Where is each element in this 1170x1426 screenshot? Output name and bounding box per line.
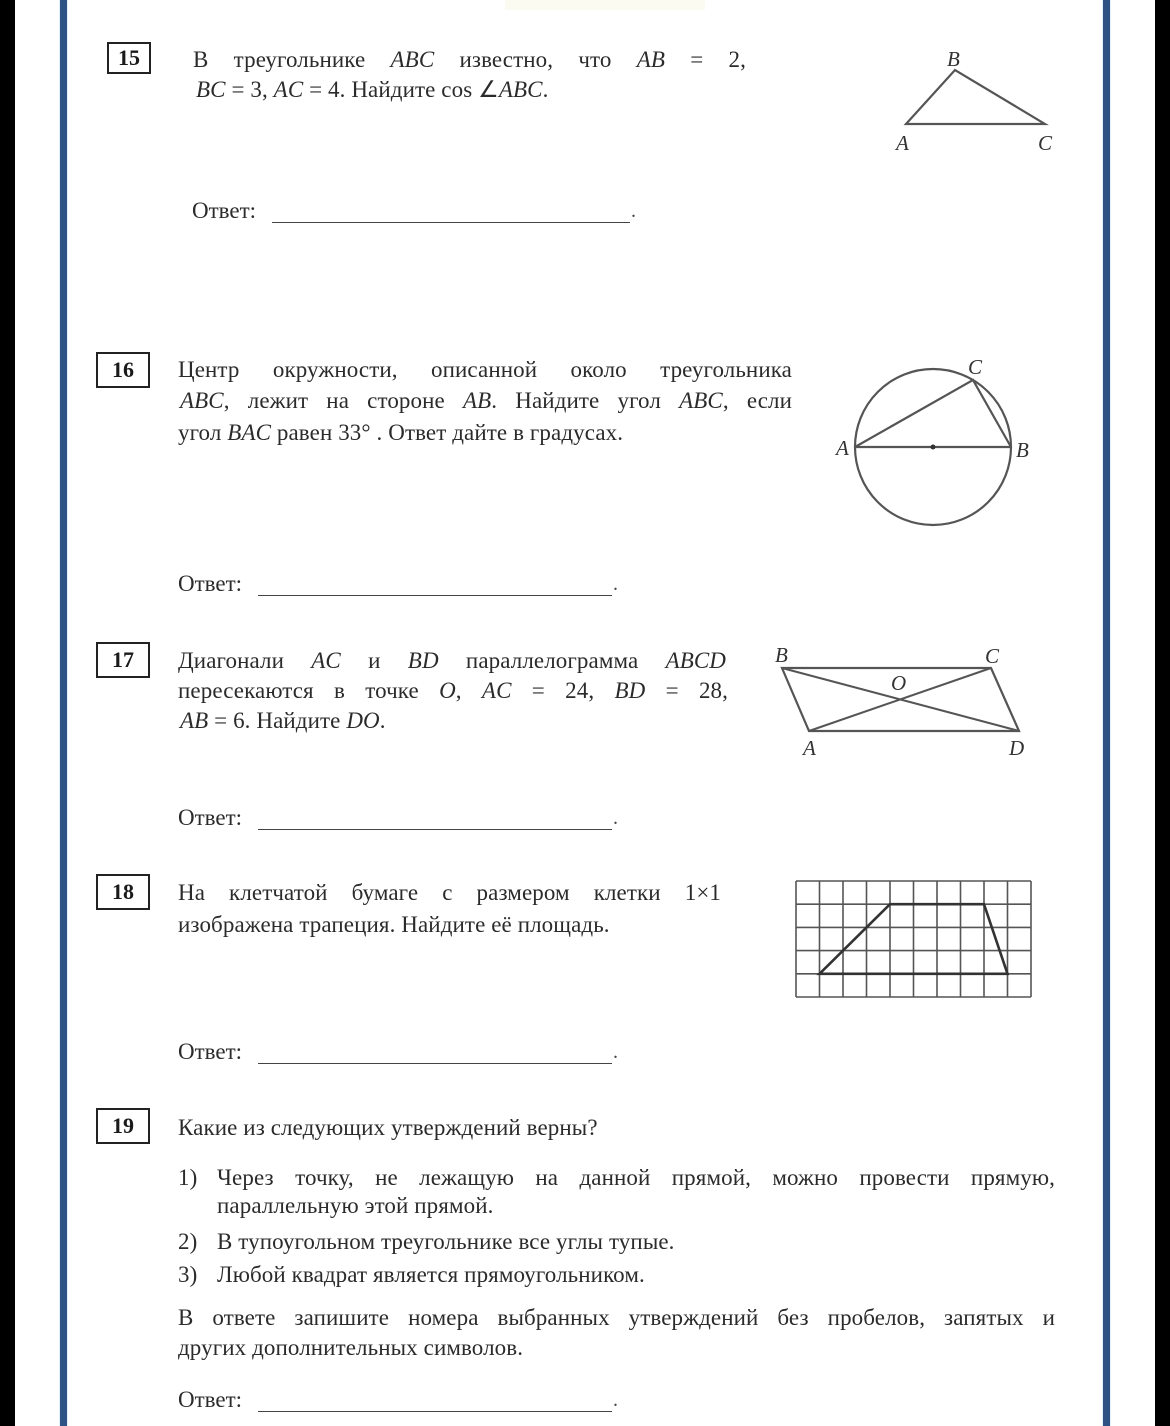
triangle-figure [880,40,1070,160]
label-a: A [803,736,816,760]
answer-label: Ответ: [178,571,243,596]
statement-text: Через точку, не лежащую на данной прямой, можно провести прямую, [217,1165,1055,1190]
text: = 2, [665,47,746,72]
question-text: Какие из следующих утверждений верны? [178,1115,598,1140]
text: , [455,678,482,703]
center-point [931,445,936,450]
math: AC [481,678,512,703]
task-number-box: 16 [96,352,150,388]
answer-field[interactable] [258,829,612,830]
answer-end: . [631,200,636,222]
task-text-line [178,418,623,448]
statement-number: 1) [178,1165,198,1190]
faded-header [505,0,705,10]
math: BC [196,77,226,102]
math: ABC [390,47,435,72]
label-a: A [896,131,909,155]
grid-figure [790,876,1040,1004]
text: . Найдите угол [491,388,680,413]
text: . [542,77,549,102]
task-text-line [178,646,726,676]
label-a: A [836,436,849,460]
parallelogram-figure [765,640,1045,765]
label-c: C [1038,131,1053,155]
statement-text: В тупоугольном треугольнике все углы тупые. [217,1229,675,1254]
task-text-line [193,45,746,75]
task-number-box: 17 [96,642,150,678]
statement-text: параллельную этой прямой. [217,1193,494,1218]
answer-field[interactable] [272,222,630,223]
text: , лежит на стороне [223,388,463,413]
math: ABC [180,388,224,413]
answer-field[interactable] [258,595,612,596]
math: AB [636,47,665,72]
text: = 24, [511,678,615,703]
label-d: D [1009,736,1025,760]
task-text-line [178,676,728,706]
task-text-line [180,386,792,416]
circle-figure [830,350,1050,535]
label-c: C [968,355,983,379]
instruction-text: других дополнительных символов. [178,1335,524,1360]
math: AB [180,708,209,733]
task-number-box: 18 [96,874,150,910]
answer-label: Ответ: [178,1039,243,1064]
label-b: B [947,47,960,71]
task-text-line: изображена трапеция. Найдите её площадь. [178,912,610,937]
text: известно, что [434,47,637,72]
answer-field[interactable] [258,1411,612,1412]
text: В треугольнике [193,47,391,72]
label-b: B [1016,438,1029,462]
statement-number: 3) [178,1262,198,1287]
text: = 3, [225,77,274,102]
task-text-line [196,75,548,105]
task-number-box: 15 [107,42,151,74]
math: AB [462,388,492,413]
text: . [379,708,386,733]
label-o: O [891,671,907,695]
text: параллелограмма [438,648,666,673]
text: , если [722,388,792,413]
text: угол [178,420,228,445]
answer-end: . [613,573,618,595]
task-text-line: Центр окружности, описанной около треугольника [178,357,792,382]
left-margin-line [60,0,67,1426]
statement-text: Любой квадрат является прямоугольником. [217,1262,645,1287]
answer-label: Ответ: [192,198,257,223]
text: = 28, [645,678,729,703]
text: Диагонали [178,648,312,673]
text: пересекаются в точке [178,678,440,703]
math: AC [273,77,304,102]
math: ABC [679,388,723,413]
math: BAC [227,420,272,445]
text: = 6. Найдите [208,708,347,733]
text: равен 33° . Ответ дайте в градусах. [271,420,624,445]
math: DO [346,708,380,733]
answer-end: . [613,1389,618,1411]
label-b: B [775,643,788,667]
text: и [340,648,408,673]
instruction-text: В ответе запишите номера выбранных утверждений без пробелов, запятых и [178,1305,1055,1330]
math: ABC [498,77,543,102]
task-text-line: На клетчатой бумаге с размером клетки 1×1 [178,880,721,905]
math: AC [311,648,341,673]
answer-field[interactable] [258,1063,612,1064]
right-margin-line [1103,0,1110,1426]
text: = 4. Найдите cos ∠ [303,77,499,102]
task-number-box: 19 [96,1108,150,1144]
answer-end: . [613,807,618,829]
answer-end: . [613,1041,618,1063]
triangle-abc [906,70,1045,124]
task-text-line [180,706,386,736]
math: ABCD [665,648,727,673]
answer-label: Ответ: [178,805,243,830]
math: BD [407,648,439,673]
label-c: C [985,644,1000,668]
answer-label: Ответ: [178,1387,243,1412]
math: BD [614,678,646,703]
math: O [439,678,456,703]
statement-number: 2) [178,1229,198,1254]
